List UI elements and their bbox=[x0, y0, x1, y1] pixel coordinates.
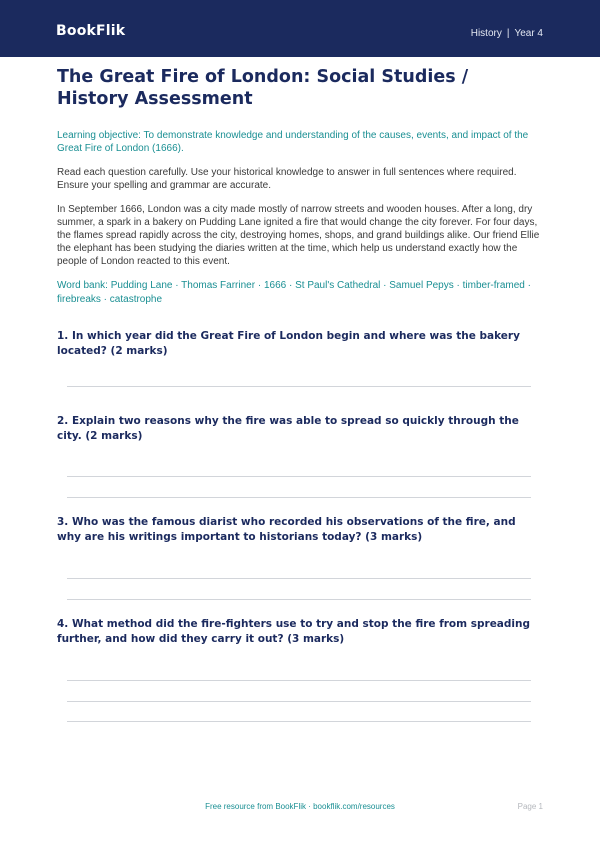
year-label: Year 4 bbox=[514, 28, 543, 39]
subject-breadcrumb bbox=[471, 28, 543, 39]
answer-line bbox=[67, 578, 531, 579]
answer-line bbox=[67, 497, 531, 498]
subject-label: History bbox=[470, 28, 502, 39]
question-2: 2. Explain two reasons why the fire was able to spread so quickly through the city. (2 marks) bbox=[57, 415, 519, 442]
answer-line bbox=[67, 721, 531, 722]
answer-line bbox=[67, 701, 531, 702]
page-number: Page 1 bbox=[517, 802, 543, 811]
passage: In September 1666, London was a city made mostly of narrow streets and wooden houses. After a long, dry summer, a spark in a bakery on Pudding Lane ignited a fire that would change the city forever. For four days, the flames spread rapidly across the city, destroying homes, shops, and grand buildings alike. Our friend Ellie the elephant has been studying the diaries written at the time, which help us understand exactly how the people of London reacted to this event. bbox=[57, 204, 540, 267]
header-bar bbox=[0, 0, 600, 57]
answer-area-2[interactable] bbox=[57, 444, 543, 498]
page-footer bbox=[0, 802, 600, 816]
answer-line bbox=[67, 680, 531, 681]
learning-objective: Learning objective: To demonstrate knowledge and understanding of the causes, events, and impact of the Great Fire of London (1666). bbox=[57, 130, 529, 154]
answer-area-3[interactable] bbox=[57, 545, 543, 600]
answer-line bbox=[67, 386, 531, 387]
answer-area-1[interactable] bbox=[57, 359, 543, 387]
question-4: 4. What method did the fire-fighters use to try and stop the fire from spreading further, and how did they carry it out? (3 marks) bbox=[57, 618, 531, 645]
brand-logo[interactable]: BookFlik bbox=[56, 23, 126, 39]
answer-line bbox=[67, 599, 531, 600]
breadcrumb-separator: | bbox=[506, 28, 510, 39]
worksheet-body bbox=[57, 66, 543, 722]
page-title: The Great Fire of London: Social Studies / History Assessment bbox=[57, 67, 469, 109]
word-bank: Word bank: Pudding Lane · Thomas Farriner · 1666 · St Paul's Cathedral · Samuel Pepys · timber-framed · firebreaks · catastrophe bbox=[57, 280, 531, 305]
answer-area-4[interactable] bbox=[57, 647, 543, 722]
question-3: 3. Who was the famous diarist who recorded his observations of the fire, and why are his writings important to historians today? (3 marks) bbox=[57, 516, 516, 543]
resource-link[interactable]: Free resource from BookFlik · bookflik.com/resources bbox=[205, 802, 395, 811]
answer-line bbox=[67, 476, 531, 477]
question-1: 1. In which year did the Great Fire of London begin and where was the bakery located? (2 marks) bbox=[57, 330, 520, 357]
instructions: Read each question carefully. Use your historical knowledge to answer in full sentences where required. Ensure your spelling and grammar are accurate. bbox=[57, 167, 517, 191]
